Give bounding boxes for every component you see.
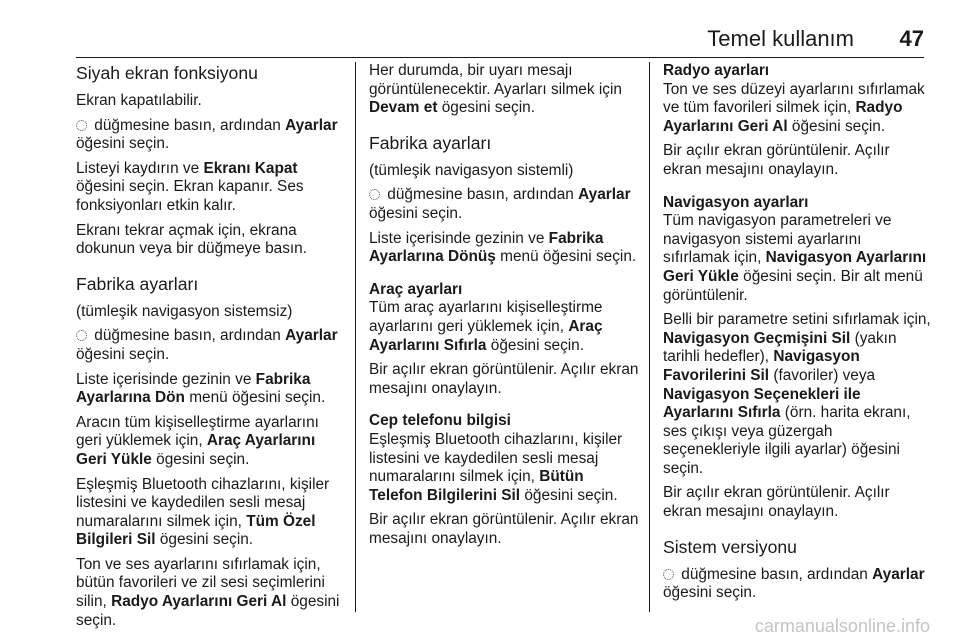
- paragraph: Liste içerisinde gezinin ve Fabrika Ayarlarına Dön menü öğesini seçin.: [76, 370, 326, 407]
- heading-navigation-settings: Navigasyon ayarları: [663, 193, 809, 211]
- watermark: carmanualsonline.info: [754, 616, 930, 636]
- paragraph: düğmesine basın, ardından Ayarlar öğesini seçin.: [369, 186, 631, 222]
- page-header: [76, 26, 924, 56]
- column-divider-1: [355, 62, 356, 612]
- heading-factory-settings: Fabrika ayarları: [369, 132, 492, 153]
- heading-factory-settings: Fabrika ayarları: [76, 273, 199, 294]
- heading-phone-info: Cep telefonu bilgisi: [369, 412, 511, 430]
- column-2: [369, 62, 641, 554]
- paragraph: Aracın tüm kişiselleştirme ayarlarını geri yüklemek için, Araç Ayarlarını Geri Yükle ögesini seçin.: [76, 413, 319, 468]
- paragraph: Eşleşmiş Bluetooth cihazlarını, kişiler listesini ve kaydedilen sesli mesaj numaralarını silmek için, Bütün Telefon Bilgilerini Sil öğesini seçin.: [369, 430, 623, 504]
- paragraph: (tümleşik navigasyon sistemli): [369, 161, 574, 179]
- paragraph: düğmesine basın, ardından Ayarlar öğesini seçin.: [76, 327, 338, 363]
- column-3: [663, 62, 931, 609]
- paragraph: Bir açılır ekran görüntülenir. Açılır ekran mesajını onaylayın.: [663, 142, 890, 178]
- paragraph: Bir açılır ekran görüntülenir. Açılır ekran mesajını onaylayın.: [369, 361, 639, 397]
- paragraph: Liste içerisinde gezinin ve Fabrika Ayarlarına Dönüş menü öğesini seçin.: [369, 229, 637, 266]
- paragraph: Ton ve ses ayarlarını sıfırlamak için, bütün favorileri ve zil sesi seçimlerini silin, Radyo Ayarlarını Geri Al ögesini seçin.: [76, 555, 340, 629]
- settings-icon: [76, 330, 87, 341]
- paragraph: Ekranı tekrar açmak için, ekrana dokunun veya bir düğmeye basın.: [76, 221, 308, 258]
- paragraph: Tüm navigasyon parametreleri ve navigasyon sistemi ayarlarını sıfırlamak için, Navigasyon Ayarlarını Geri Yükle öğesini seçin. Bir alt menü görüntülenir.: [663, 212, 927, 304]
- settings-icon: [76, 120, 87, 131]
- page-title: Temel kullanım: [707, 26, 854, 51]
- column-1: [76, 62, 348, 636]
- paragraph: Her durumda, bir uyarı mesajı görüntülenecektir. Ayarları silmek için Devam et ögesini seçin.: [369, 62, 622, 117]
- page-number: 47: [899, 26, 924, 51]
- paragraph: Eşleşmiş Bluetooth cihazlarını, kişiler listesini ve kaydedilen sesli mesaj numaralarını silmek için, Tüm Özel Bilgileri Sil ögesini seçin.: [76, 475, 330, 549]
- paragraph: Ton ve ses düzeyi ayarlarını sıfırlamak ve tüm favorileri silmek için, Radyo Ayarlarını Geri Al öğesini seçin.: [663, 80, 925, 135]
- heading-system-version: Sistem versiyonu: [663, 536, 797, 557]
- paragraph: düğmesine basın, ardından Ayarlar öğesini seçin.: [76, 116, 338, 153]
- settings-icon: [663, 569, 674, 580]
- heading-black-screen: Siyah ekran fonksiyonu: [76, 63, 258, 83]
- paragraph: Bir açılır ekran görüntülenir. Açılır ekran mesajını onaylayın.: [369, 511, 639, 547]
- settings-icon: [369, 189, 380, 200]
- paragraph: Ekran kapatılabilir.: [76, 92, 202, 109]
- heading-vehicle-settings: Araç ayarları: [369, 280, 463, 298]
- header-rule: [76, 57, 924, 58]
- column-divider-2: [649, 62, 650, 612]
- paragraph: (tümleşik navigasyon sistemsiz): [76, 302, 293, 320]
- paragraph: Tüm araç ayarlarını kişiselleştirme ayarlarını geri yüklemek için, Araç Ayarlarını Sıfırla öğesini seçin.: [369, 299, 603, 354]
- heading-radio-settings: Radyo ayarları: [663, 62, 770, 79]
- paragraph: Listeyi kaydırın ve Ekranı Kapat öğesini seçin. Ekran kapanır. Ses fonksiyonları etkin kalır.: [76, 159, 304, 214]
- paragraph: Belli bir parametre setini sıfırlamak için, Navigasyon Geçmişini Sil (yakın tarihli hedefler), Navigasyon Favorilerini Sil (favoriler) veya Navigasyon Seçenekleri ile Ayarlarını Sıfırla (örn. harita ekranı, ses çıkışı veya güzergah seçenekleriyle ilgili ayarlar) öğesini seçin.: [663, 311, 931, 477]
- paragraph: Bir açılır ekran görüntülenir. Açılır ekran mesajını onaylayın.: [663, 484, 890, 521]
- paragraph: düğmesine basın, ardından Ayarlar öğesini seçin.: [663, 565, 925, 602]
